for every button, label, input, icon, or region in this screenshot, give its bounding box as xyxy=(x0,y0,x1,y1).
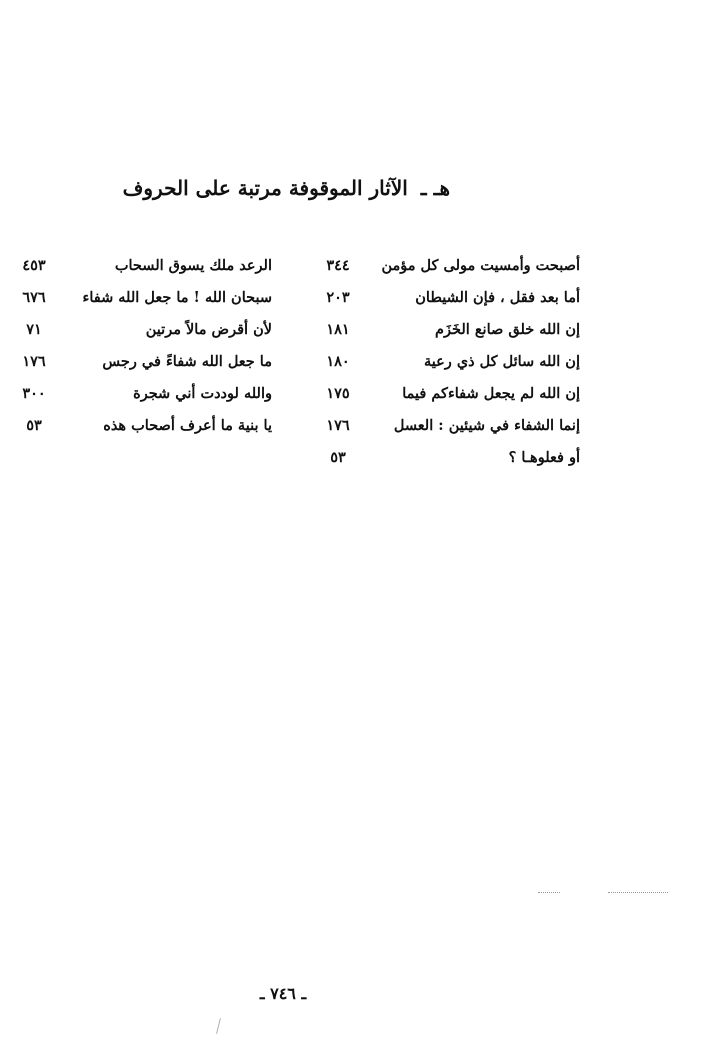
footer-page-number: ـ ٧٤٦ ـ xyxy=(259,984,307,1003)
index-entry xyxy=(14,348,272,380)
scan-stroke-mark xyxy=(216,1018,221,1034)
entry-page-number: ٣٤٤ xyxy=(326,257,350,274)
entry-page-number: ٧١ xyxy=(26,321,42,338)
entry-page-number: ٤٥٣ xyxy=(22,257,46,274)
entry-text: أو فعلوهـا ؟ xyxy=(508,449,580,466)
index-entry xyxy=(318,380,580,412)
index-column-left xyxy=(14,252,272,444)
index-entry xyxy=(14,316,272,348)
index-entry xyxy=(14,252,272,284)
entry-text: أصبحت وأمسيت مولى كل مؤمن xyxy=(381,257,580,274)
entry-page-number: ١٧٦ xyxy=(326,417,350,434)
entry-text: إنما الشفاء في شيئين : العسل xyxy=(393,417,580,434)
entry-text: سبحان الله ! ما جعل الله شفاء xyxy=(82,289,272,306)
scan-dust-mark xyxy=(538,892,560,893)
entry-page-number: ٣٠٠ xyxy=(22,385,46,402)
entry-text: إن الله خلق صانع الخَزَم xyxy=(434,321,580,338)
index-entry xyxy=(318,444,580,476)
index-entry xyxy=(318,284,580,316)
entry-text: يا بنية ما أعرف أصحاب هذه xyxy=(103,417,272,434)
entry-page-number: ٥٣ xyxy=(330,449,346,466)
section-title: الآثار الموقوفة مرتبة على الحروف xyxy=(122,176,408,200)
entry-page-number: ٦٧٦ xyxy=(22,289,46,306)
index-column-right xyxy=(318,252,580,476)
entry-page-number: ١٧٥ xyxy=(326,385,350,402)
entry-text: أما بعد فقل ، فإن الشيطان xyxy=(415,289,580,306)
scan-dust-mark xyxy=(608,892,668,893)
entry-text: والله لوددت أني شجرة xyxy=(133,385,272,402)
entry-page-number: ١٨١ xyxy=(326,321,350,338)
index-entry xyxy=(318,412,580,444)
index-entry xyxy=(14,380,272,412)
index-entry xyxy=(318,348,580,380)
entry-page-number: ٢٠٣ xyxy=(326,289,350,306)
entry-text: ما جعل الله شفاءً في رجس xyxy=(102,353,272,370)
index-entry xyxy=(14,284,272,316)
entry-text: الرعد ملك يسوق السحاب xyxy=(114,257,272,274)
index-entry xyxy=(318,252,580,284)
entry-text: لأن أقرض مالاً مرتين xyxy=(145,321,272,338)
entry-page-number: ١٨٠ xyxy=(326,353,350,370)
page-title xyxy=(122,176,450,200)
entry-text: إن الله سائل كل ذي رعية xyxy=(423,353,580,370)
entry-page-number: ١٧٦ xyxy=(22,353,46,370)
index-entry xyxy=(318,316,580,348)
entry-page-number: ٥٣ xyxy=(26,417,42,434)
entry-text: إن الله لم يجعل شفاءكم فيما xyxy=(402,385,580,402)
section-letter: هـ ـ xyxy=(420,176,450,200)
index-entry xyxy=(14,412,272,444)
